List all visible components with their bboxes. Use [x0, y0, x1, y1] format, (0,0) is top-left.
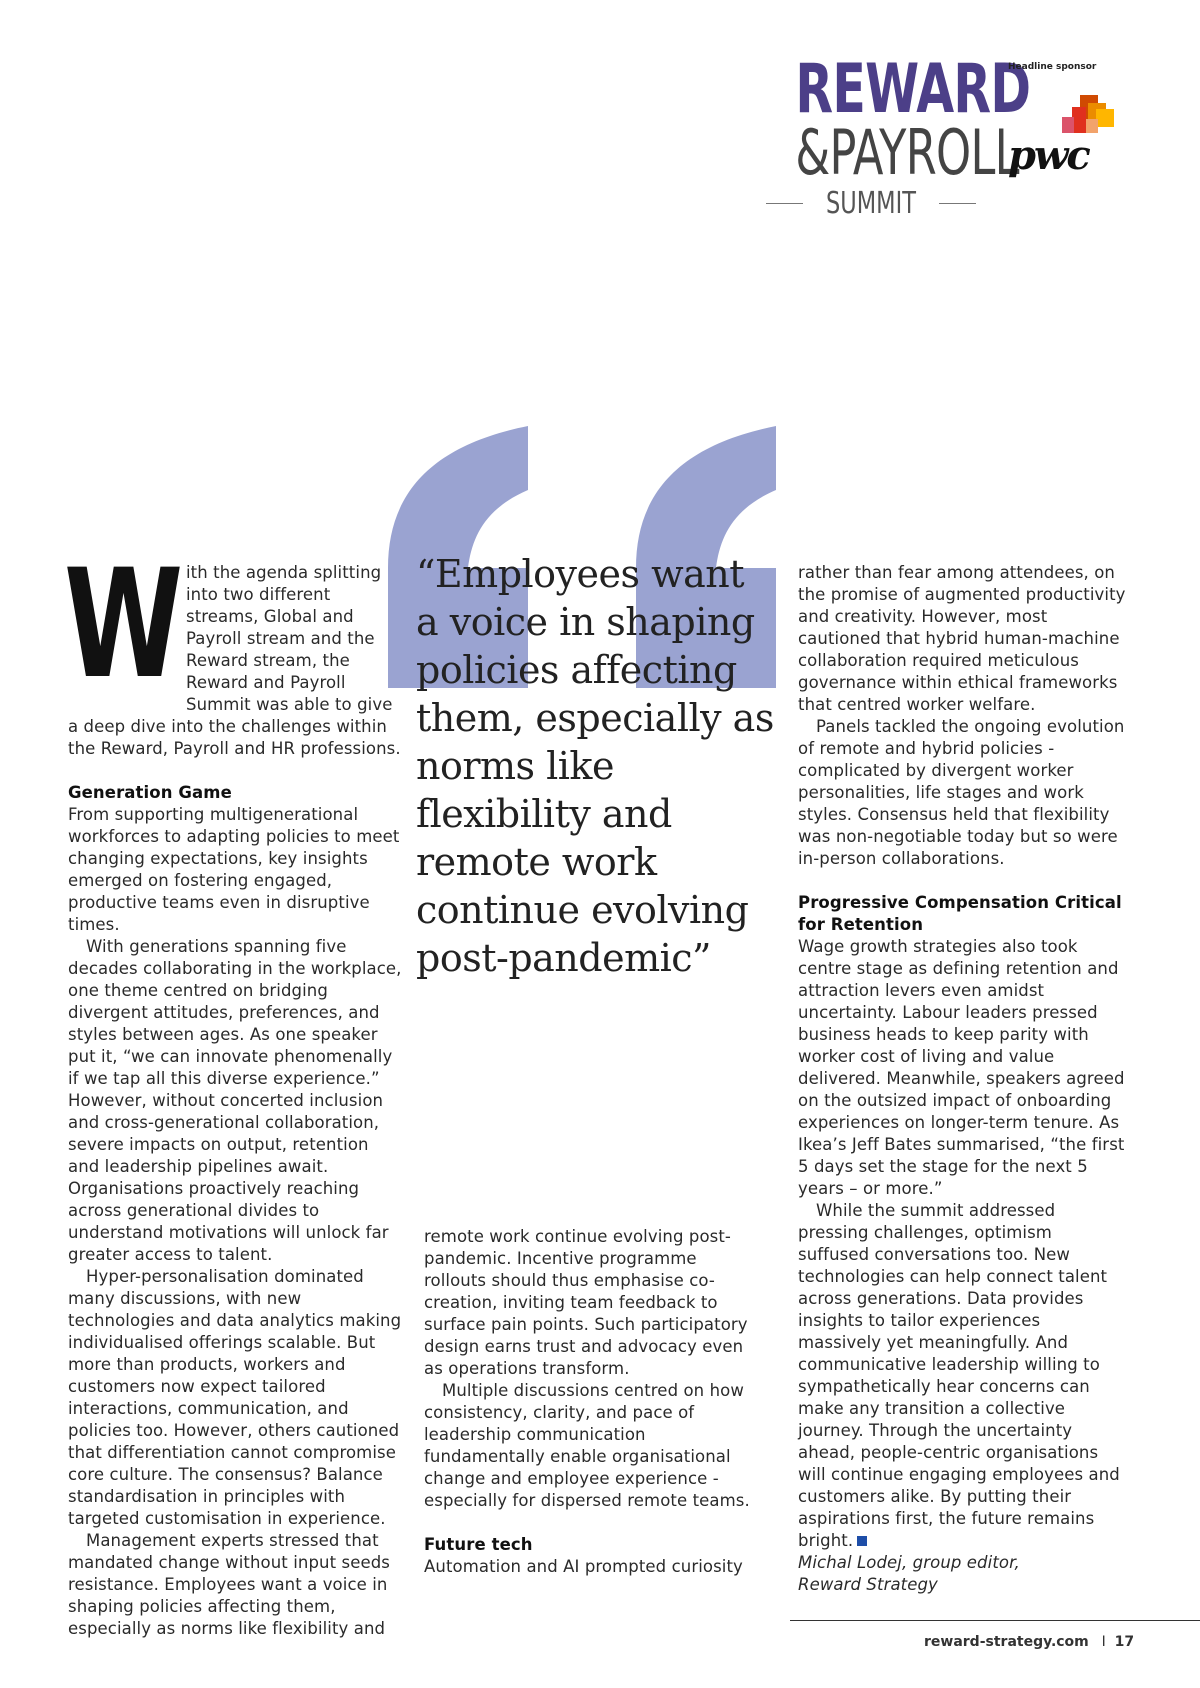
- body-paragraph: Hyper-personalisation dominated many discussions, with new technologies and data analytics making individualised offerings scalable. But more than products, workers and customers now expect tailored interactions, communication, and policies too. However, others cautioned that differentiation cannot compromise core culture. The consensus? Balance standardisation in principles with targeted customisation in experience.: [68, 1267, 402, 1528]
- page-number: 17: [1114, 1634, 1135, 1650]
- body-paragraph: Wage growth strategies also took centre stage as defining retention and attraction levers even amidst uncertainty. Labour leaders pressed business heads to keep parity with worker cost of living and value delivered. Meanwhile, speakers agreed on the outsized impact of onboarding experiences on longer-term tenure. As Ikea’s Jeff Bates summarised, “the first 5 days set the stage for the next 5 years – or more.”: [798, 937, 1125, 1198]
- section-heading-generation-game: Generation Game: [68, 783, 232, 802]
- article-column-1: [64, 538, 404, 1640]
- body-paragraph: Automation and AI prompted curiosity: [424, 1557, 743, 1576]
- end-mark-icon: [857, 1536, 867, 1546]
- pull-quote: “Employees want a voice in shaping policies affecting them, especially as norms like flexibility and remote work continue evolving post-pandemic”: [416, 552, 774, 980]
- body-paragraph: Management experts stressed that mandated change without input seeds resistance. Employees want a voice in shaping policies affecting them, especially as norms like flexibility and: [68, 1531, 390, 1638]
- body-paragraph: rather than fear among attendees, on the promise of augmented productivity and creativity. However, most cautioned that hybrid human-machine collaboration required meticulous governance within ethical frameworks that centred worker welfare.: [798, 563, 1126, 714]
- logo-rule-left: [766, 203, 803, 204]
- article-column-2: [424, 1226, 764, 1578]
- footer-rule: [790, 1620, 1200, 1621]
- section-heading-compensation: Progressive Compensation Critical for Retention: [798, 893, 1122, 934]
- footer-separator: I: [1101, 1634, 1106, 1650]
- closing-text: While the summit addressed pressing challenges, optimism suffused conversations too. New technologies can help connect talent across generations. Data provides insights to tailor experiences massively yet meaningfully. And communicative leadership willing to sympathetically hear concerns can make any transition a collective journey. Through the uncertainty ahead, people-centric organisations will continue engaging employees and customers alike. By putting their aspirations first, the future remains bright.: [798, 1201, 1120, 1550]
- body-paragraph: Multiple discussions centred on how consistency, clarity, and pace of leadership communication fundamentally enable organisational change and employee experience - especially for dispersed remote teams.: [424, 1381, 750, 1510]
- body-paragraph: remote work continue evolving post-pandemic. Incentive programme rollouts should thus emphasise co-creation, inviting team feedback to surface pain points. Such participatory design earns trust and advocacy even as operations transform.: [424, 1227, 748, 1378]
- closing-paragraph: [798, 1200, 1128, 1552]
- drop-cap: W: [64, 538, 184, 712]
- section-heading-future-tech: Future tech: [424, 1535, 533, 1554]
- summit-logo: [766, 50, 1031, 221]
- pwc-wordmark: pwc: [1008, 132, 1089, 179]
- logo-summit-text: SUMMIT: [826, 186, 916, 221]
- body-paragraph: With generations spanning five decades collaborating in the workplace, one theme centred on bridging divergent attitudes, preferences, and styles between ages. As one speaker put it, “we can innovate phenomenally if we tap all this diverse experience.” However, without concerted inclusion and cross-generational collaboration, severe impacts on output, retention and leadership pipelines await. Organisations proactively reaching across generational divides to understand motivations will unlock far greater access to talent.: [68, 937, 402, 1264]
- page-footer: [924, 1634, 1134, 1650]
- body-paragraph: Panels tackled the ongoing evolution of remote and hybrid policies - complicated by divergent worker personalities, life stages and work styles. Consensus held that flexibility was non-negotiable today but so were in-person collaborations.: [798, 717, 1125, 868]
- logo-summit-row: [766, 186, 976, 221]
- body-paragraph: From supporting multigenerational workforces to adapting policies to meet changing expectations, key insights emerged on fostering engaged, productive teams even in disruptive times.: [68, 805, 400, 934]
- logo-rule-right: [939, 203, 976, 204]
- pwc-logo-icon: [1058, 95, 1114, 133]
- logo-payroll-text: &PAYROLL: [795, 116, 1019, 189]
- signoff-line-1: Michal Lodej, group editor,: [798, 1553, 1020, 1572]
- sponsor-label: Headline sponsor: [1008, 62, 1097, 72]
- intro-paragraph: ith the agenda splitting into two different streams, Global and Payroll stream and the Reward stream, the Reward and Payroll Summit was able to give a deep dive into the challenges within the Reward, Payroll and HR professions.: [68, 563, 401, 758]
- signoff-line-2: Reward Strategy: [798, 1575, 938, 1594]
- article-column-3: [798, 562, 1128, 1596]
- logo-reward-text: REWARD: [795, 50, 1031, 129]
- footer-site: reward-strategy.com: [924, 1634, 1089, 1650]
